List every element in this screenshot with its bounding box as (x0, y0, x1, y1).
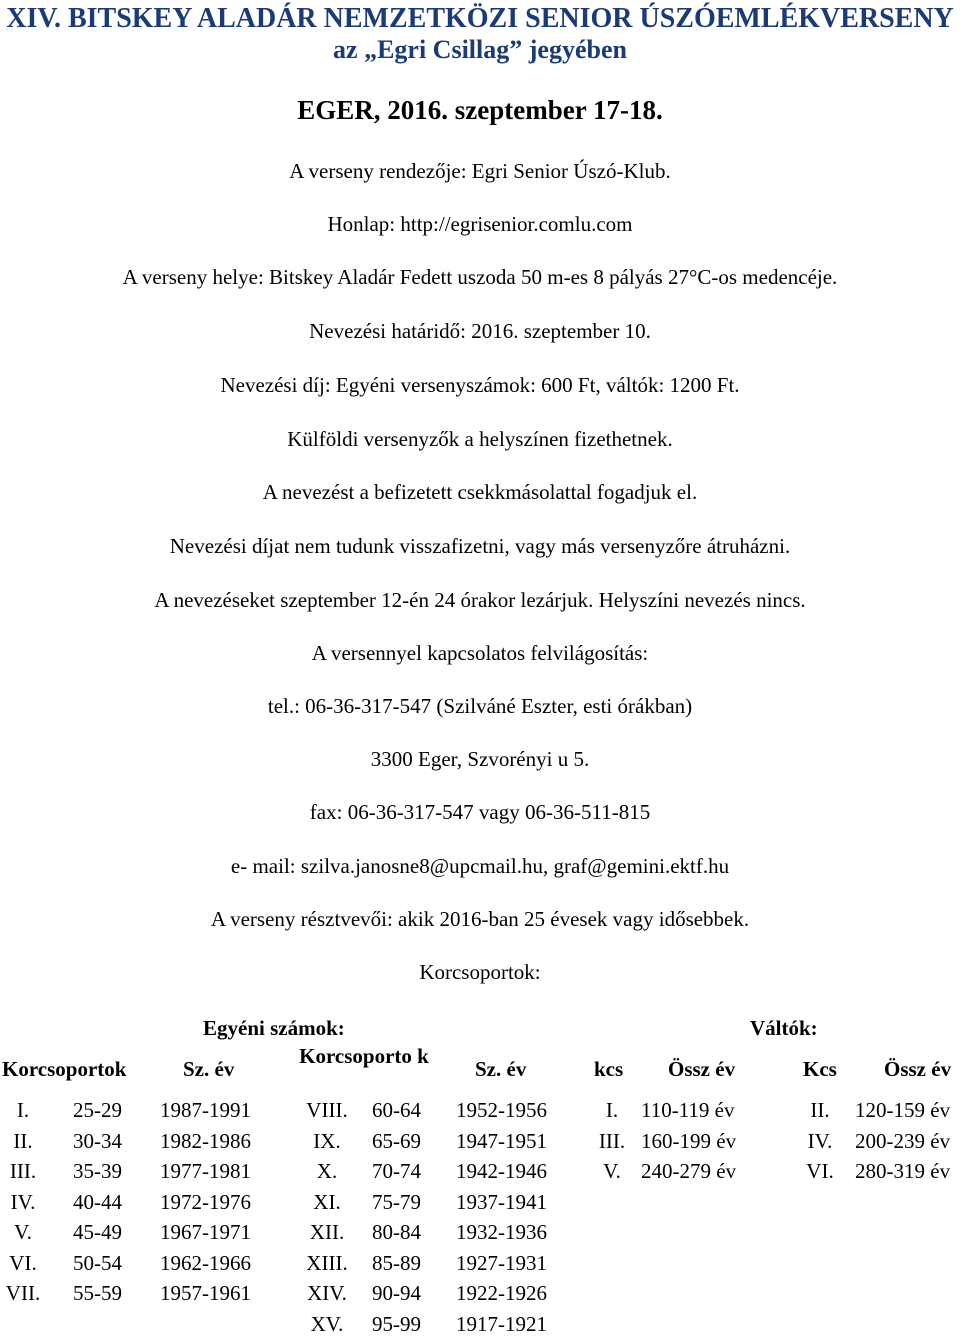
relay-group-roman: II. (810, 1098, 830, 1122)
birth-years: 1967-1971 (160, 1220, 251, 1244)
birth-years: 1942-1946 (456, 1159, 547, 1183)
age-group-roman: I. (16, 1098, 30, 1122)
age-groups-heading: Korcsoportok: (419, 960, 541, 984)
relay-group-roman: I. (605, 1098, 619, 1122)
age-group-roman: VII. (5, 1281, 41, 1305)
age-group-roman: V. (14, 1220, 32, 1244)
age-group-roman: XII. (309, 1220, 345, 1244)
refund-text: Nevezési díjat nem tudunk visszafizetni, vagy más versenyzőre átruházni. (169, 534, 791, 558)
age-group-roman: XI. (313, 1190, 341, 1214)
header-sz-ev-2: Sz. év (475, 1057, 527, 1081)
birth-years: 1972-1976 (160, 1190, 251, 1214)
age-range: 85-89 (372, 1251, 421, 1275)
event-title: XIV. BITSKEY ALADÁR NEMZETKÖZI SENIOR ÚSZÓEMLÉKVERSENY (6, 3, 954, 34)
birth-years: 1937-1941 (456, 1190, 547, 1214)
birth-years: 1962-1966 (160, 1251, 251, 1275)
age-range: 30-34 (73, 1129, 122, 1153)
age-group-roman: II. (13, 1129, 33, 1153)
header-korcsoportok-2: Korcsoporto k (299, 1044, 429, 1068)
phone-text: tel.: 06-36-317-547 (Szilváné Eszter, esti órákban) (267, 694, 693, 718)
age-range: 60-64 (372, 1098, 421, 1122)
relay-total-age: 240-279 év (641, 1159, 737, 1183)
relay-group-roman: V. (603, 1159, 621, 1183)
birth-years: 1957-1961 (160, 1281, 251, 1305)
deadline-text: Nevezési határidő: 2016. szeptember 10. (309, 319, 651, 343)
birth-years: 1917-1921 (456, 1312, 547, 1336)
relay-total-age: 280-319 év (855, 1159, 951, 1183)
header-korcsoportok: Korcsoportok (2, 1057, 127, 1081)
birth-years: 1932-1936 (456, 1220, 547, 1244)
age-group-roman: VIII. (306, 1098, 348, 1122)
age-group-roman: XV. (310, 1312, 344, 1336)
header-kcs: kcs (594, 1057, 624, 1081)
age-range: 25-29 (73, 1098, 122, 1122)
age-group-roman: IV. (10, 1190, 36, 1214)
age-group-roman: VI. (9, 1251, 37, 1275)
receipt-text: A nevezést a befizetett csekkmásolattal fogadjuk el. (262, 480, 698, 504)
header-ossz-ev-2: Össz év (884, 1057, 952, 1081)
header-ossz-ev: Össz év (668, 1057, 736, 1081)
age-group-roman: X. (316, 1159, 338, 1183)
birth-years: 1982-1986 (160, 1129, 251, 1153)
age-range: 50-54 (73, 1251, 122, 1275)
birth-years: 1977-1981 (160, 1159, 251, 1183)
fax-text: fax: 06-36-317-547 vagy 06-36-511-815 (309, 800, 651, 824)
relay-group-roman: VI. (806, 1159, 834, 1183)
relay-total-age: 110-119 év (641, 1098, 735, 1122)
age-range: 45-49 (73, 1220, 122, 1244)
age-range: 65-69 (372, 1129, 421, 1153)
age-group-roman: III. (9, 1159, 37, 1183)
header-sz-ev: Sz. év (183, 1057, 235, 1081)
relay-total-age: 200-239 év (855, 1129, 951, 1153)
age-group-roman: XIV. (307, 1281, 347, 1305)
relays-heading: Váltók: (750, 1016, 818, 1040)
age-group-roman: XIII. (306, 1251, 348, 1275)
age-range: 35-39 (73, 1159, 122, 1183)
contact-heading: A versennyel kapcsolatos felvilágosítás: (311, 641, 649, 665)
age-range: 40-44 (73, 1190, 122, 1214)
foreign-payment-text: Külföldi versenyzők a helyszínen fizethetnek. (287, 427, 673, 451)
birth-years: 1947-1951 (456, 1129, 547, 1153)
age-range: 70-74 (372, 1159, 421, 1183)
birth-years: 1952-1956 (456, 1098, 547, 1122)
organizer-text: A verseny rendezője: Egri Senior Úszó-Klub. (289, 159, 671, 183)
birth-years: 1987-1991 (160, 1098, 251, 1122)
relay-group-roman: III. (598, 1129, 626, 1153)
relay-total-age: 160-199 év (641, 1129, 737, 1153)
age-range: 90-94 (372, 1281, 421, 1305)
venue-text: A verseny helye: Bitskey Aladár Fedett uszoda 50 m-es 8 pályás 27°C-os medencéje. (122, 265, 838, 289)
birth-years: 1927-1931 (456, 1251, 547, 1275)
event-subtitle: az „Egri Csillag” jegyében (333, 35, 627, 64)
fee-text: Nevezési díj: Egyéni versenyszámok: 600 Ft, váltók: 1200 Ft. (220, 373, 740, 397)
age-group-roman: IX. (313, 1129, 341, 1153)
closing-text: A nevezéseket szeptember 12-én 24 órakor lezárjuk. Helyszíni nevezés nincs. (154, 588, 806, 612)
website-text: Honlap: http://egrisenior.comlu.com (327, 212, 633, 236)
birth-years: 1922-1926 (456, 1281, 547, 1305)
age-range: 75-79 (372, 1190, 421, 1214)
age-range: 55-59 (73, 1281, 122, 1305)
event-date: EGER, 2016. szeptember 17-18. (297, 95, 663, 125)
relay-total-age: 120-159 év (855, 1098, 951, 1122)
header-kcs-2: Kcs (803, 1057, 837, 1081)
individual-events-heading: Egyéni számok: (203, 1016, 345, 1040)
address-text: 3300 Eger, Szvorényi u 5. (370, 747, 590, 771)
age-range: 80-84 (372, 1220, 421, 1244)
relay-group-roman: IV. (807, 1129, 833, 1153)
age-range: 95-99 (372, 1312, 421, 1336)
participants-text: A verseny résztvevői: akik 2016-ban 25 évesek vagy idősebbek. (210, 907, 750, 931)
email-text: e- mail: szilva.janosne8@upcmail.hu, graf@gemini.ektf.hu (230, 854, 730, 878)
